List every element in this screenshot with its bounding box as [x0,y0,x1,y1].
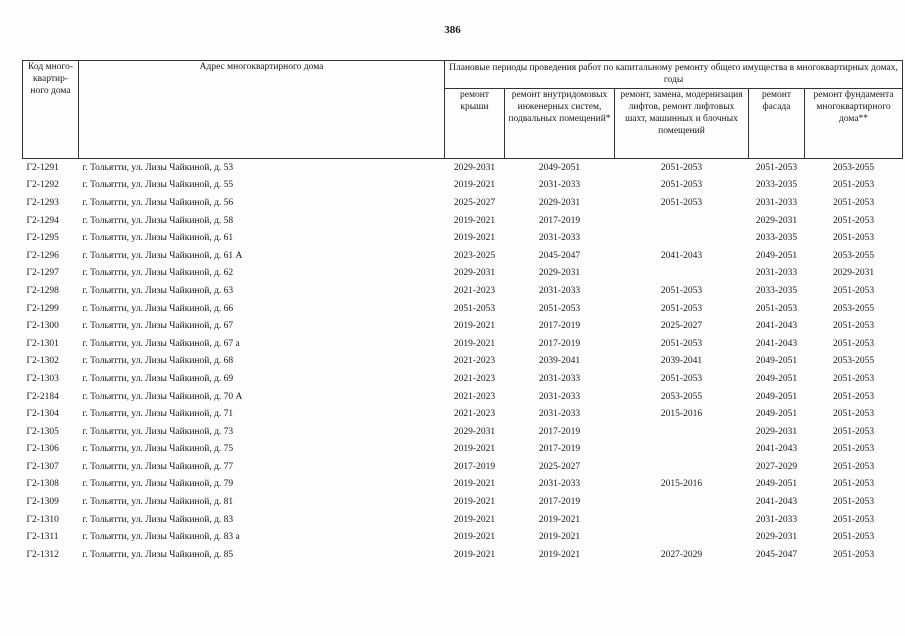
cell-engineering: 2031-2033 [538,373,581,384]
cell-address: г. Тольятти, ул. Лизы Чайкиной, д. 62 [82,268,234,279]
header-engineering: ремонт внутридомовых инженерных систем, подвальных помещений* [505,89,615,159]
cell-elevators: 2015-2016 [660,479,703,490]
cell-address: г. Тольятти, ул. Лизы Чайкиной, д. 85 [82,549,234,560]
table-row [23,247,903,265]
cell-code: Г2-1312 [26,549,59,560]
cell-code: Г2-1291 [26,162,59,173]
header-code: Код много-квартир-ного дома [23,61,79,159]
cell-address: г. Тольятти, ул. Лизы Чайкиной, д. 66 [82,303,234,314]
cell-engineering: 2039-2041 [538,356,581,367]
header-facade: ремонт фасада [749,89,805,159]
cell-elevators [615,458,749,476]
cell-engineering: 2019-2021 [538,514,581,525]
cell-facade: 2049-2051 [755,409,798,420]
table-row [23,493,903,511]
cell-facade: 2031-2033 [755,197,798,208]
cell-elevators [615,511,749,529]
page-number: 386 [444,24,461,36]
cell-address: г. Тольятти, ул. Лизы Чайкиной, д. 81 [82,497,234,508]
cell-foundation: 2051-2053 [832,233,875,244]
cell-elevators [615,493,749,511]
header-group-periods: Плановые периоды проведения работ по капитальному ремонту общего имущества в многоквартирных домах, годы [445,61,903,89]
cell-code: Г2-1298 [26,285,59,296]
cell-facade: 2027-2029 [755,461,798,472]
cell-address: г. Тольятти, ул. Лизы Чайкиной, д. 53 [82,162,234,173]
cell-elevators: 2051-2053 [660,197,703,208]
cell-engineering: 2031-2033 [538,180,581,191]
cell-code: Г2-1305 [26,426,59,437]
cell-address: г. Тольятти, ул. Лизы Чайкиной, д. 73 [82,426,234,437]
cell-roof: 2019-2021 [453,514,496,525]
cell-code: Г2-1310 [26,514,59,525]
cell-foundation: 2051-2053 [832,321,875,332]
cell-foundation: 2051-2053 [832,532,875,543]
cell-elevators [615,441,749,459]
cell-address: г. Тольятти, ул. Лизы Чайкиной, д. 79 [82,479,234,490]
cell-facade: 2041-2043 [755,497,798,508]
table-row [23,229,903,247]
cell-elevators: 2053-2055 [660,391,703,402]
cell-code: Г2-1308 [26,479,59,490]
cell-code: Г2-1292 [26,180,59,191]
cell-engineering: 2031-2033 [538,233,581,244]
cell-foundation: 2053-2055 [832,250,875,261]
cell-facade: 2031-2033 [755,268,798,279]
cell-elevators [615,212,749,230]
cell-elevators: 2051-2053 [660,338,703,349]
cell-roof: 2029-2031 [453,426,496,437]
cell-roof: 2019-2021 [453,532,496,543]
cell-code: Г2-1309 [26,497,59,508]
cell-engineering: 2031-2033 [538,409,581,420]
header-address: Адрес многоквартирного дома [79,61,445,159]
table-row [23,458,903,476]
cell-elevators: 2051-2053 [660,162,703,173]
cell-roof: 2019-2021 [453,215,496,226]
cell-address: г. Тольятти, ул. Лизы Чайкиной, д. 58 [82,215,234,226]
table-row [23,388,903,406]
cell-address: г. Тольятти, ул. Лизы Чайкиной, д. 77 [82,461,234,472]
header-foundation: ремонт фундамента многоквартирного дома** [805,89,903,159]
cell-foundation: 2051-2053 [832,426,875,437]
cell-code: Г2-1303 [26,373,59,384]
cell-facade: 2045-2047 [755,549,798,560]
cell-code: Г2-1293 [26,197,59,208]
cell-roof: 2021-2023 [453,373,496,384]
cell-address: г. Тольятти, ул. Лизы Чайкиной, д. 63 [82,285,234,296]
cell-code: Г2-1306 [26,444,59,455]
cell-roof: 2019-2021 [453,180,496,191]
cell-code: Г2-1300 [26,321,59,332]
table-row [23,370,903,388]
cell-code: Г2-1296 [26,250,59,261]
cell-roof: 2021-2023 [453,356,496,367]
table-row [23,476,903,494]
cell-engineering: 2017-2019 [538,321,581,332]
cell-elevators: 2051-2053 [660,285,703,296]
cell-facade: 2049-2051 [755,479,798,490]
cell-roof: 2019-2021 [453,338,496,349]
table-row [23,528,903,546]
cell-code: Г2-1294 [26,215,59,226]
cell-address: г. Тольятти, ул. Лизы Чайкиной, д. 67 [82,321,234,332]
cell-foundation: 2051-2053 [832,215,875,226]
cell-facade: 2033-2035 [755,180,798,191]
cell-foundation: 2051-2053 [832,338,875,349]
cell-foundation: 2051-2053 [832,444,875,455]
cell-address: г. Тольятти, ул. Лизы Чайкиной, д. 69 [82,373,234,384]
cell-roof: 2025-2027 [453,197,496,208]
table-row [23,423,903,441]
cell-elevators [615,528,749,546]
cell-roof: 2019-2021 [453,497,496,508]
cell-address: г. Тольятти, ул. Лизы Чайкиной, д. 61 А [82,250,243,261]
cell-foundation: 2051-2053 [832,497,875,508]
cell-engineering: 2019-2021 [538,549,581,560]
cell-facade: 2033-2035 [755,285,798,296]
table-row [23,282,903,300]
cell-facade: 2029-2031 [755,532,798,543]
cell-engineering: 2049-2051 [538,162,581,173]
cell-code: Г2-1307 [26,461,59,472]
cell-foundation: 2053-2055 [832,162,875,173]
cell-address: г. Тольятти, ул. Лизы Чайкиной, д. 83 а [82,532,240,543]
cell-facade: 2029-2031 [755,215,798,226]
cell-roof: 2019-2021 [453,321,496,332]
cell-facade: 2051-2053 [755,303,798,314]
cell-facade: 2049-2051 [755,250,798,261]
cell-engineering: 2029-2031 [538,268,581,279]
cell-foundation: 2051-2053 [832,479,875,490]
table-row [23,546,903,564]
cell-address: г. Тольятти, ул. Лизы Чайкиной, д. 71 [82,409,234,420]
cell-facade: 2049-2051 [755,356,798,367]
cell-foundation: 2051-2053 [832,197,875,208]
cell-roof: 2023-2025 [453,250,496,261]
table-row [23,405,903,423]
header-elevators: ремонт, замена, модернизация лифтов, ремонт лифтовых шахт, машинных и блочных помещений [615,89,749,159]
cell-code: Г2-1311 [26,532,59,543]
cell-foundation: 2051-2053 [832,514,875,525]
table-row [23,335,903,353]
table-header [23,61,903,159]
cell-foundation: 2051-2053 [832,285,875,296]
cell-roof: 2021-2023 [453,409,496,420]
cell-roof: 2017-2019 [453,461,496,472]
cell-foundation: 2051-2053 [832,409,875,420]
cell-roof: 2019-2021 [453,549,496,560]
cell-elevators [615,265,749,283]
cell-facade: 2041-2043 [755,321,798,332]
cell-roof: 2029-2031 [453,162,496,173]
cell-elevators: 2051-2053 [660,303,703,314]
cell-address: г. Тольятти, ул. Лизы Чайкиной, д. 55 [82,180,234,191]
cell-roof: 2029-2031 [453,268,496,279]
table-row [23,194,903,212]
cell-engineering: 2025-2027 [538,461,581,472]
cell-engineering: 2031-2033 [538,285,581,296]
cell-foundation: 2053-2055 [832,356,875,367]
cell-foundation: 2029-2031 [832,268,875,279]
cell-facade: 2041-2043 [755,338,798,349]
cell-facade: 2029-2031 [755,426,798,437]
table-row [23,511,903,529]
cell-foundation: 2051-2053 [832,549,875,560]
cell-engineering: 2017-2019 [538,444,581,455]
cell-facade: 2049-2051 [755,391,798,402]
cell-elevators [615,423,749,441]
cell-elevators: 2025-2027 [660,321,703,332]
cell-facade: 2041-2043 [755,444,798,455]
table-row [23,317,903,335]
cell-engineering: 2051-2053 [538,303,581,314]
cell-facade: 2049-2051 [755,373,798,384]
cell-address: г. Тольятти, ул. Лизы Чайкиной, д. 67 а [82,338,240,349]
cell-facade: 2031-2033 [755,514,798,525]
cell-elevators: 2027-2029 [660,549,703,560]
cell-foundation: 2053-2055 [832,303,875,314]
cell-address: г. Тольятти, ул. Лизы Чайкиной, д. 61 [82,233,234,244]
cell-engineering: 2045-2047 [538,250,581,261]
cell-elevators: 2051-2053 [660,180,703,191]
cell-engineering: 2019-2021 [538,532,581,543]
table-body [23,159,903,564]
cell-code: Г2-1295 [26,233,59,244]
cell-code: Г2-2184 [26,391,59,402]
table-row [23,265,903,283]
cell-roof: 2021-2023 [453,285,496,296]
cell-elevators: 2041-2043 [660,250,703,261]
table-row [23,353,903,371]
cell-elevators: 2051-2053 [660,373,703,384]
cell-roof: 2019-2021 [453,444,496,455]
cell-code: Г2-1301 [26,338,59,349]
cell-code: Г2-1297 [26,268,59,279]
cell-address: г. Тольятти, ул. Лизы Чайкиной, д. 68 [82,356,234,367]
cell-engineering: 2017-2019 [538,215,581,226]
table-row [23,159,903,177]
table-row [23,441,903,459]
cell-code: Г2-1302 [26,356,59,367]
cell-engineering: 2017-2019 [538,338,581,349]
cell-foundation: 2051-2053 [832,461,875,472]
cell-roof: 2019-2021 [453,233,496,244]
cell-engineering: 2031-2033 [538,479,581,490]
cell-code: Г2-1299 [26,303,59,314]
cell-roof: 2021-2023 [453,391,496,402]
header-roof: ремонт крыши [445,89,505,159]
cell-engineering: 2031-2033 [538,391,581,402]
table-row [23,212,903,230]
cell-facade: 2051-2053 [755,162,798,173]
cell-facade: 2033-2035 [755,233,798,244]
cell-foundation: 2051-2053 [832,391,875,402]
cell-address: г. Тольятти, ул. Лизы Чайкиной, д. 75 [82,444,234,455]
cell-elevators [615,229,749,247]
cell-engineering: 2029-2031 [538,197,581,208]
cell-address: г. Тольятти, ул. Лизы Чайкиной, д. 83 [82,514,234,525]
table-row [23,177,903,195]
table-row [23,300,903,318]
cell-engineering: 2017-2019 [538,497,581,508]
cell-roof: 2019-2021 [453,479,496,490]
cell-elevators: 2015-2016 [660,409,703,420]
cell-foundation: 2051-2053 [832,373,875,384]
cell-engineering: 2017-2019 [538,426,581,437]
cell-foundation: 2051-2053 [832,180,875,191]
cell-roof: 2051-2053 [453,303,496,314]
capital-repair-schedule-table [22,60,903,564]
cell-elevators: 2039-2041 [660,356,703,367]
cell-address: г. Тольятти, ул. Лизы Чайкиной, д. 56 [82,197,234,208]
cell-address: г. Тольятти, ул. Лизы Чайкиной, д. 70 А [82,391,243,402]
cell-code: Г2-1304 [26,409,59,420]
